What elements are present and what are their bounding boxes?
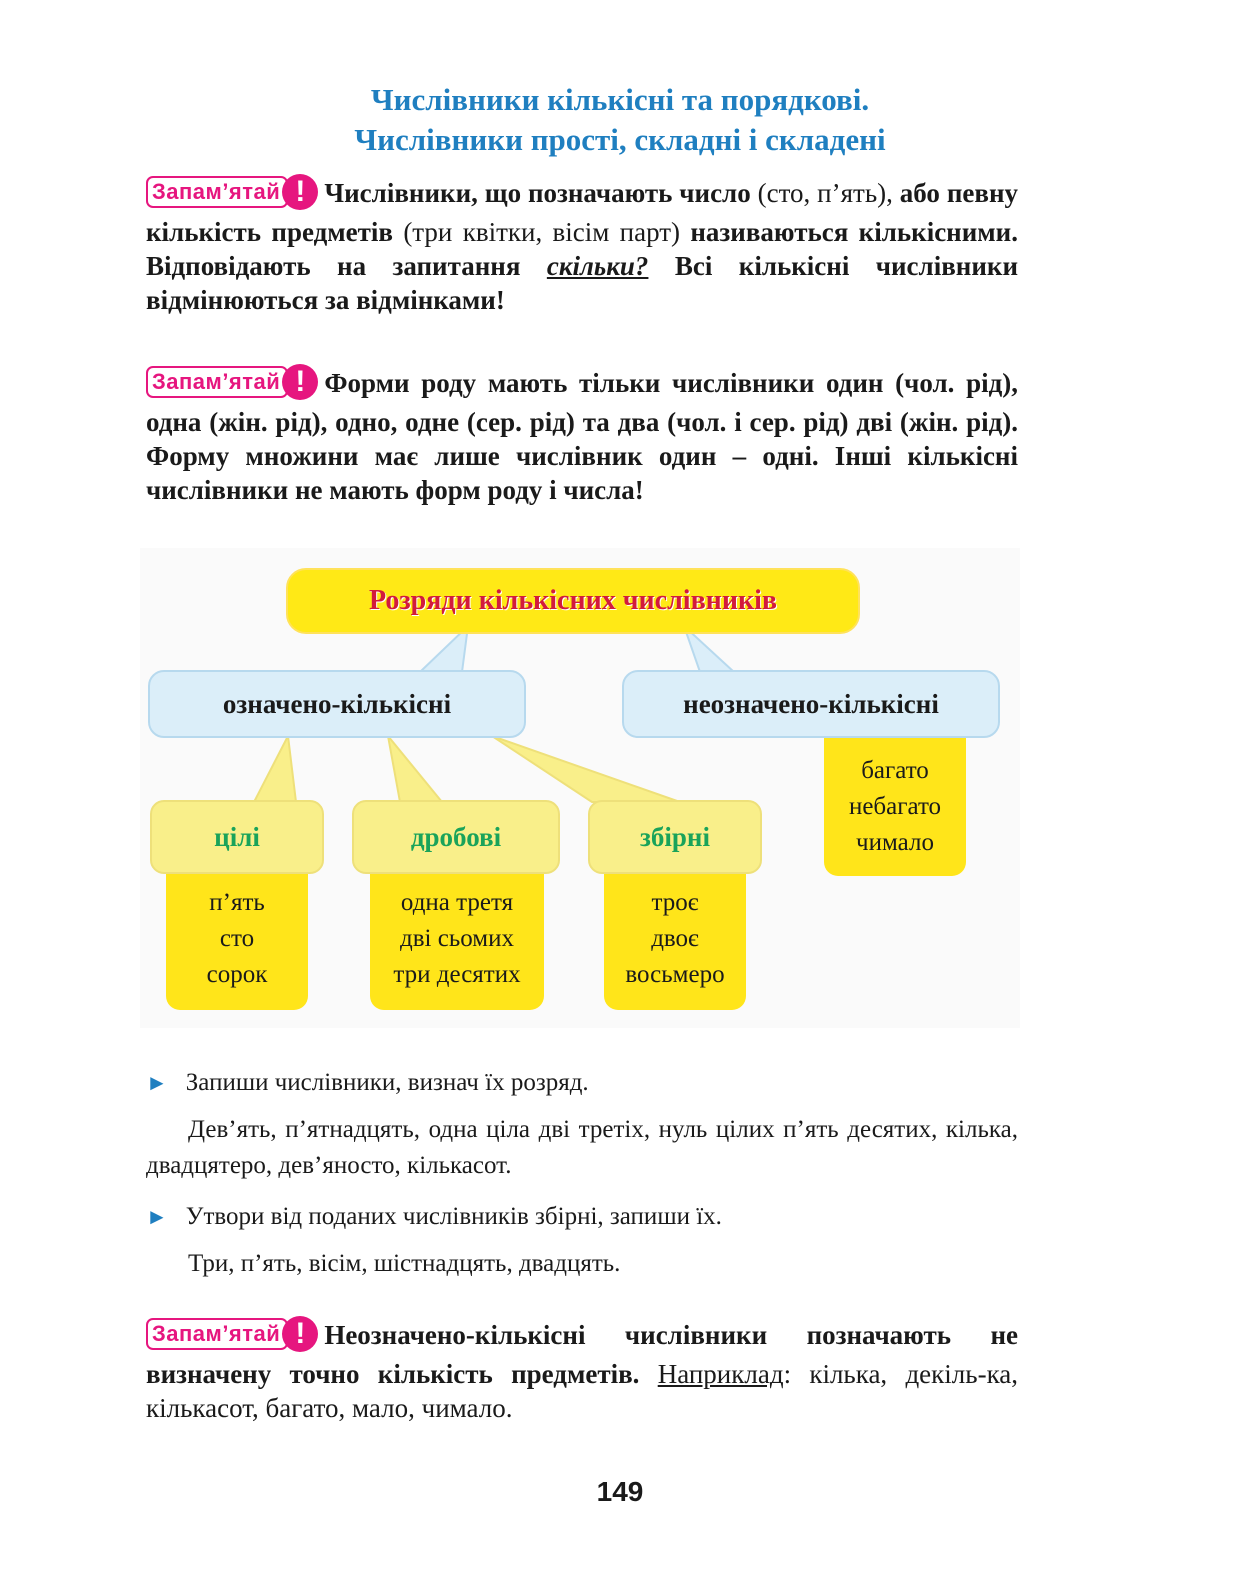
page-number: 149 — [596, 1476, 644, 1507]
page-title-line-1: Числівники кількісні та порядкові. — [370, 82, 870, 117]
example-item: сорок — [206, 961, 268, 988]
example-item: двоє — [651, 925, 699, 952]
rule-1-bold-3: називаються кількісними. Відповідають на запитання — [146, 216, 1018, 281]
example-item: троє — [651, 889, 699, 916]
rule-1-bold-2: або певну кількість предметів — [146, 178, 1018, 247]
task-2-words: Три, п’ять, вісім, шістнадцять, двадцять. — [188, 1250, 621, 1277]
remember-badge-label: Запам’ятай — [146, 1318, 288, 1350]
example-item: три десятих — [393, 961, 521, 988]
diagram-title: Розряди кількісних числівників — [286, 568, 860, 634]
category-whole: цілі — [150, 800, 324, 874]
example-item: сто — [219, 925, 255, 952]
rule-1-bold-4: Всі кількісні числівники відмінюються за відмінками! — [146, 250, 1018, 315]
arrow-right-icon: ► — [146, 1070, 168, 1095]
example-item: п’ять — [209, 889, 265, 916]
connector-fractional — [388, 736, 442, 802]
task-2-instruction: Утвори від поданих числівників збірні, запиши їх. — [185, 1203, 722, 1230]
indefinite-examples — [824, 738, 966, 876]
rule-1-normal-2: (три квітки, вісім парт) — [392, 216, 691, 247]
category-collective: збірні — [588, 800, 762, 874]
category-fractional: дробові — [352, 800, 560, 874]
connector-whole — [254, 736, 296, 802]
rule-1-normal-1: (сто, п’ять), — [750, 178, 900, 208]
remember-badge-label: Запам’ятай — [146, 176, 288, 208]
rule-2-text: Форми роду мають тільки числівники один (чол. рід), одна (жін. рід), одно, одне (сер. рід) та два (чол. і сер. рід) дві (жін. рід). Форму множини має лише числівник один – одні. Інші кількісні числівники не мають форм роду і числа! — [146, 368, 1018, 505]
fractional-examples — [370, 868, 544, 1010]
example-item: одна третя — [400, 889, 514, 916]
whole-examples — [166, 868, 308, 1010]
exclamation-icon: ! — [282, 1316, 318, 1352]
exclamation-icon: ! — [282, 174, 318, 210]
rule-1-bold-1: Числівники, що позначають число — [324, 178, 751, 208]
example-label: Наприклад — [657, 1358, 784, 1389]
task-1-instruction: Запиши числівники, визнач їх розряд. — [185, 1069, 589, 1096]
task-1-words: Дев’ять, п’ятнадцять, одна ціла дві третіх, нуль цілих п’ять десятих, кілька, двадцятеро, дев’яносто, кількасот. — [146, 1116, 1018, 1179]
example-item: чимало — [856, 829, 934, 856]
rule-1-question: скільки? — [546, 250, 649, 281]
example-item: восьмеро — [625, 961, 725, 988]
remember-badge — [146, 1315, 318, 1353]
task-1 — [146, 1066, 589, 1100]
rule-3-bold: Неозначено-кількісні числівники позначають не визначену точно кількість предметів. — [146, 1320, 1018, 1389]
task-2 — [146, 1200, 722, 1234]
example-item: багато — [861, 757, 929, 784]
remember-badge-label: Запам’ятай — [146, 366, 288, 398]
connector-collective — [492, 736, 680, 802]
example-item: небагато — [848, 793, 942, 820]
example-item: дві сьомих — [400, 925, 514, 952]
definite-quantitative-node: означено-кількісні — [148, 670, 526, 738]
collective-examples — [604, 868, 746, 1010]
page-title-line-2: Числівники прості, складні і складені — [354, 122, 886, 157]
arrow-right-icon: ► — [146, 1204, 168, 1229]
indefinite-quantitative-node: неозначено-кількісні — [622, 670, 1000, 738]
remember-rule-3 — [146, 1318, 1018, 1425]
exclamation-icon: ! — [282, 364, 318, 400]
rule-3-examples: : кілька, декіль-ка, кількасот, багато, мало, чимало. — [146, 1358, 1019, 1423]
